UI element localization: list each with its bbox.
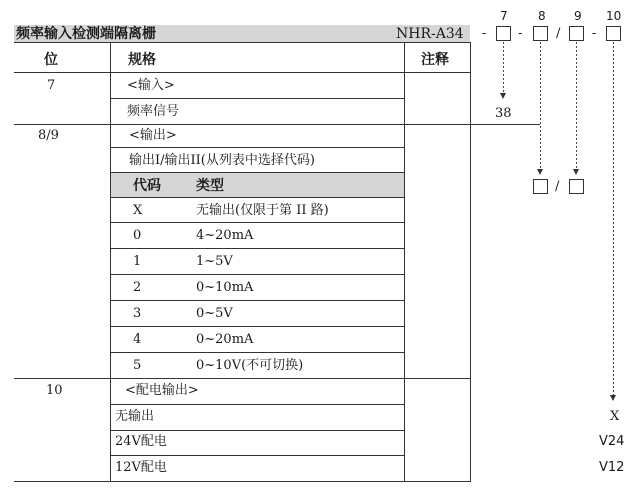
position-10: 10 [46,383,63,398]
product-title: 频率输入检测端隔离栅 [16,26,156,42]
rule [110,404,404,405]
option-type: 0~10mA [196,280,254,295]
column-divider [404,42,405,482]
code-value-10: V12 [599,460,625,475]
answer-box-9 [569,179,584,194]
separator: - [592,26,597,41]
spec-row: <配电输出> [125,383,199,398]
option-type: 0~20mA [196,332,254,347]
rule [110,352,404,353]
separator: - [482,26,487,41]
connector-9 [576,42,577,170]
option-code: 1 [133,254,142,269]
rule [110,147,404,148]
option-code: 3 [133,306,142,321]
code-position-8: 8 [538,9,546,23]
model-number: NHR-A34 [396,26,464,42]
option-type: 无输出(仅限于第 II 路) [196,203,329,218]
code-box-8 [533,26,548,41]
header-note: 注释 [421,52,449,68]
rule [110,326,404,327]
rule [110,197,404,198]
rule [110,274,404,275]
separator: - [518,26,523,41]
position-8-9: 8/9 [38,128,59,143]
header-position: 位 [44,52,58,68]
rule [14,72,470,73]
spec-row: <输入> [127,78,175,93]
option-code: 2 [133,280,142,295]
code-value-7: 38 [495,106,512,121]
position-7: 7 [47,78,56,93]
option-header-type: 类型 [196,178,224,194]
arrow-9 [573,169,579,175]
rule [110,98,404,99]
separator: / [556,26,561,41]
code-position-9: 9 [574,9,582,23]
rule [14,378,470,379]
rule [404,124,540,125]
connector-8 [540,42,541,170]
code-box-10 [606,26,621,41]
rule [110,300,404,301]
spec-row: 12V配电 [115,460,167,475]
option-type: 1~5V [196,254,233,269]
code-value-10: V24 [599,434,625,449]
rule [110,248,404,249]
spec-row: 24V配电 [115,434,167,449]
option-code: 4 [133,332,142,347]
column-divider [470,42,471,482]
rule [110,455,404,456]
spec-row: <输出> [129,128,177,143]
connector-7 [503,42,504,94]
code-position-10: 10 [606,9,622,23]
code-position-7: 7 [500,9,508,23]
option-code: 5 [133,358,142,373]
rule [110,430,404,431]
spec-row: 输出I/输出II(从列表中选择代码) [129,153,315,168]
header-spec: 规格 [128,52,156,68]
option-type: 0~5V [196,306,233,321]
code-value-10: X [610,409,620,424]
rule [14,124,404,125]
answer-box-8 [533,179,548,194]
arrow-8 [537,169,543,175]
option-code: 0 [133,228,142,243]
option-type: 4~20mA [196,228,254,243]
rule [14,481,470,482]
spec-row: 频率信号 [127,104,180,119]
code-box-9 [569,26,584,41]
spec-row: 无输出 [115,409,155,424]
arrow-7 [500,93,506,99]
rule [14,42,470,43]
option-code: X [133,203,143,218]
code-box-7 [496,26,511,41]
answer-slash: / [555,179,560,194]
rule [110,222,404,223]
column-divider [110,42,111,482]
option-header-code: 代码 [133,178,161,194]
arrow-10 [610,395,616,401]
connector-10 [613,42,614,396]
option-type: 0~10V(不可切换) [196,358,304,373]
